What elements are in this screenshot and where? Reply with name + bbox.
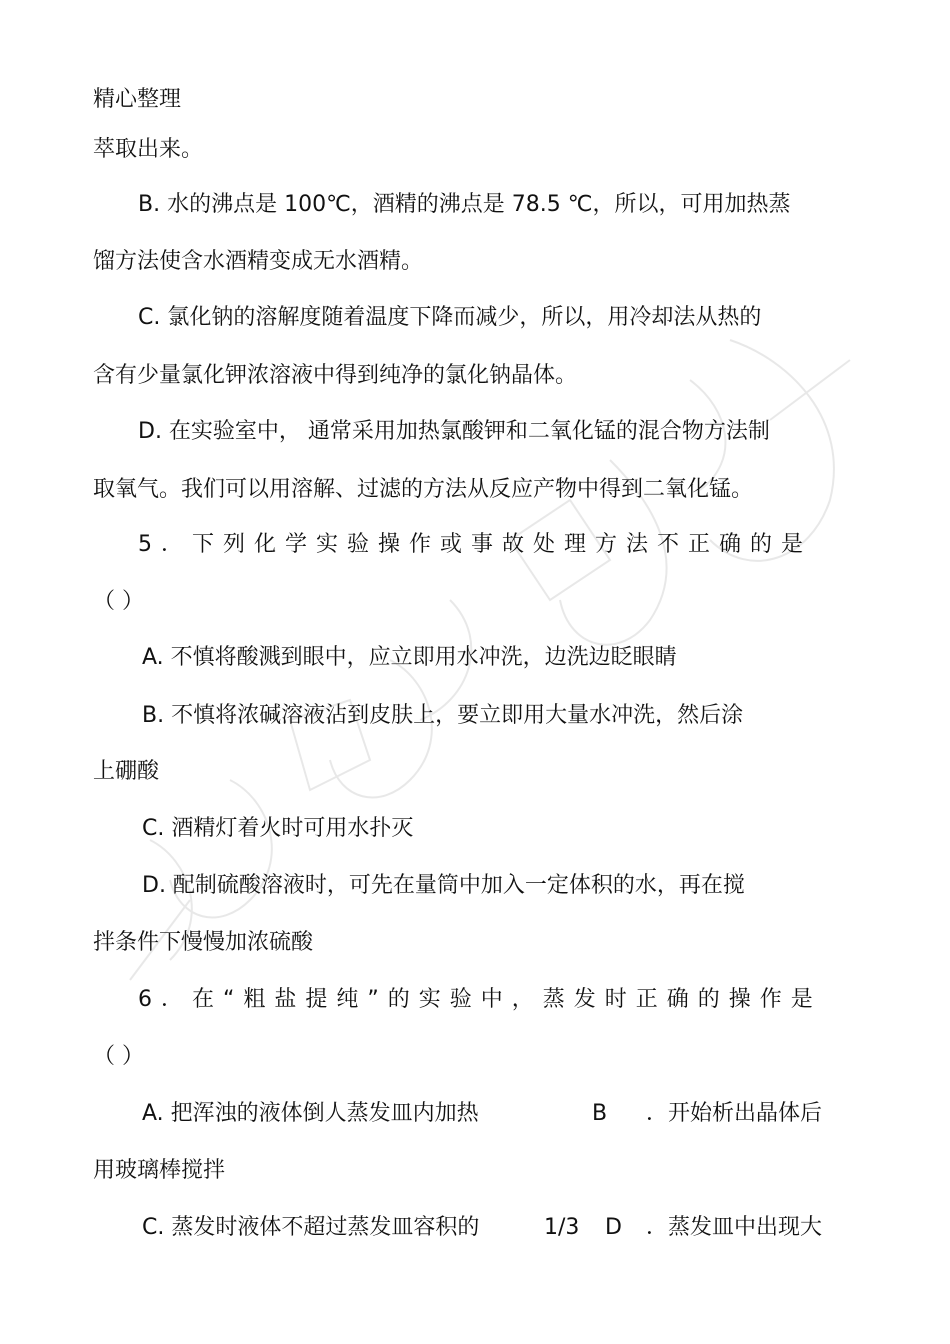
- option-d-line1: D. 在实验室中， 通常采用加热氯酸钾和二氧化锰的混合物方法制: [138, 419, 770, 444]
- question-5-answer-blank: （ ）: [93, 589, 144, 614]
- q5-option-a: A. 不慎将酸溅到眼中，应立即用水冲洗，边洗边眨眼睛: [142, 645, 677, 670]
- q6-option-a: A. 把浑浊的液体倒人蒸发皿内加热: [142, 1101, 479, 1126]
- option-b-line1: B. 水的沸点是 100℃，酒精的沸点是 78.5 ℃，所以，可用加热蒸: [138, 192, 791, 217]
- question-6: 6．在“粗盐提纯”的实验中，蒸发时正确的操作是: [138, 987, 822, 1012]
- q5-option-d-line2: 拌条件下慢慢加浓硫酸: [93, 930, 314, 955]
- q6-option-b-label: B: [592, 1101, 608, 1126]
- q5-option-b-line1: B. 不慎将浓碱溶液沾到皮肤上，要立即用大量水冲洗，然后涂: [142, 703, 744, 728]
- q6-option-c-fraction: 1/3: [544, 1215, 580, 1240]
- q5-option-b-line2: 上硼酸: [93, 759, 160, 784]
- option-a-continuation: 萃取出来。: [93, 137, 204, 162]
- page-header: 精心整理: [93, 87, 182, 112]
- q6-option-d-label: D: [605, 1215, 622, 1240]
- question-6-answer-blank: （ ）: [93, 1044, 144, 1069]
- q6-option-d: ．蒸发皿中出现大: [646, 1215, 823, 1240]
- option-d-line2: 取氧气。我们可以用溶解、过滤的方法从反应产物中得到二氧化锰。: [93, 477, 754, 502]
- option-c-line2: 含有少量氯化钾浓溶液中得到纯净的氯化钠晶体。: [93, 363, 578, 388]
- question-5: 5．下列化学实验操作或事故处理方法不正确的是: [138, 532, 812, 557]
- q6-option-b: ．开始析出晶体后: [646, 1101, 823, 1126]
- q6-option-c: C. 蒸发时液体不超过蒸发皿容积的: [142, 1215, 480, 1240]
- q5-option-d-line1: D. 配制硫酸溶液时，可先在量筒中加入一定体积的水，再在搅: [142, 873, 745, 898]
- q6-option-b-line2: 用玻璃棒搅拌: [93, 1158, 226, 1183]
- q5-option-c: C. 酒精灯着火时可用水扑灭: [142, 816, 414, 841]
- option-b-line2: 馏方法使含水酒精变成无水酒精。: [93, 249, 424, 274]
- option-c-line1: C. 氯化钠的溶解度随着温度下降而减少，所以，用冷却法从热的: [138, 305, 762, 330]
